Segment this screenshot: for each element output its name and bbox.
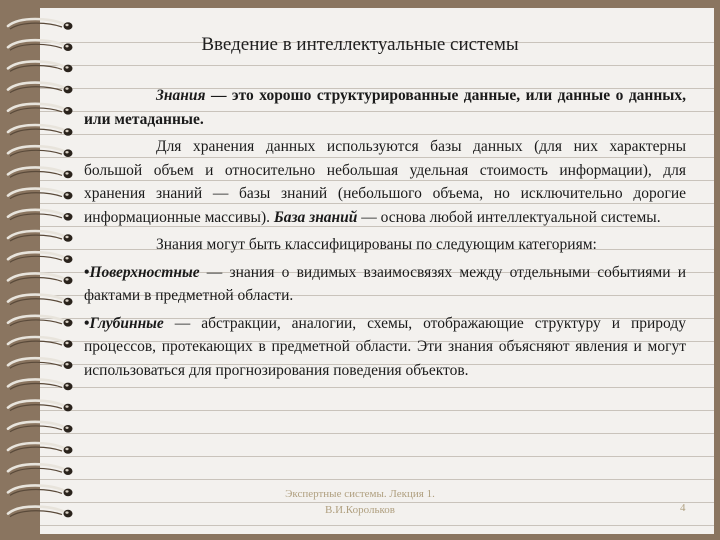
spiral-ring xyxy=(8,464,73,475)
spiral-ring xyxy=(8,273,73,284)
paragraph-storage xyxy=(84,135,686,229)
slide-body xyxy=(84,84,686,386)
paragraph-categories: Знания могут быть классифицированы по следующим категориям: xyxy=(156,236,597,253)
spiral-ring xyxy=(8,252,73,263)
spiral-ring xyxy=(8,295,73,306)
spiral-ring xyxy=(8,379,73,390)
surface-text: — знания о видимых взаимосвязях между отдельными событиями и фактами в предметной области. xyxy=(84,263,686,304)
page-number: 4 xyxy=(680,502,686,514)
spiral-ring xyxy=(8,83,73,94)
definition-text: — это хорошо структурированные данные, или данные о данных, или метаданные. xyxy=(84,87,686,128)
deep-text: — абстракции, аналогии, схемы, отображающие структуру и природу процессов, протекающих в предметной области. Эти знания объясняют явления и могут использоваться для прогнозирования поведения объектов. xyxy=(84,314,686,379)
spiral-ring xyxy=(8,358,73,369)
spiral-ring xyxy=(8,316,73,327)
spiral-ring xyxy=(8,337,73,348)
spiral-ring xyxy=(8,125,73,136)
footer-author: В.И.Корольков xyxy=(325,504,395,516)
bullet-deep xyxy=(84,312,686,383)
storage-text: Для хранения данных используются базы данных (для них характерны большой объем и относительно небольшая удельная стоимость информации), для хранения знаний — базы знаний (небольшого объема, но исключительно дорогие информационные массивы). xyxy=(84,138,686,226)
spiral-ring xyxy=(8,231,73,242)
spiral-ring xyxy=(8,19,73,30)
spiral-ring xyxy=(8,443,73,454)
term-surface: Поверхностные xyxy=(89,263,200,281)
bullet-mark: • xyxy=(84,314,90,332)
spiral-ring xyxy=(8,61,73,72)
term-knowledge: Знания xyxy=(156,87,206,104)
footer-course: Экспертные системы. Лекция 1. xyxy=(285,488,435,500)
spiral-ring xyxy=(8,104,73,115)
slide-footer xyxy=(0,486,720,518)
bullet-mark: • xyxy=(84,263,90,281)
spiral-ring xyxy=(8,401,73,412)
spiral-ring xyxy=(8,146,73,157)
spiral-ring xyxy=(8,210,73,221)
knowledge-base-text: — основа любой интеллектуальной системы. xyxy=(357,208,661,226)
spiral-binding xyxy=(6,10,76,530)
paragraph-definition xyxy=(84,84,686,131)
term-deep: Глубинные xyxy=(89,314,164,332)
term-knowledge-base: База знаний xyxy=(273,208,358,226)
spiral-ring xyxy=(8,189,73,200)
spiral-ring xyxy=(8,167,73,178)
spiral-ring xyxy=(8,422,73,433)
slide-title: Введение в интеллектуальные системы xyxy=(201,34,519,55)
bullet-surface xyxy=(84,261,686,308)
